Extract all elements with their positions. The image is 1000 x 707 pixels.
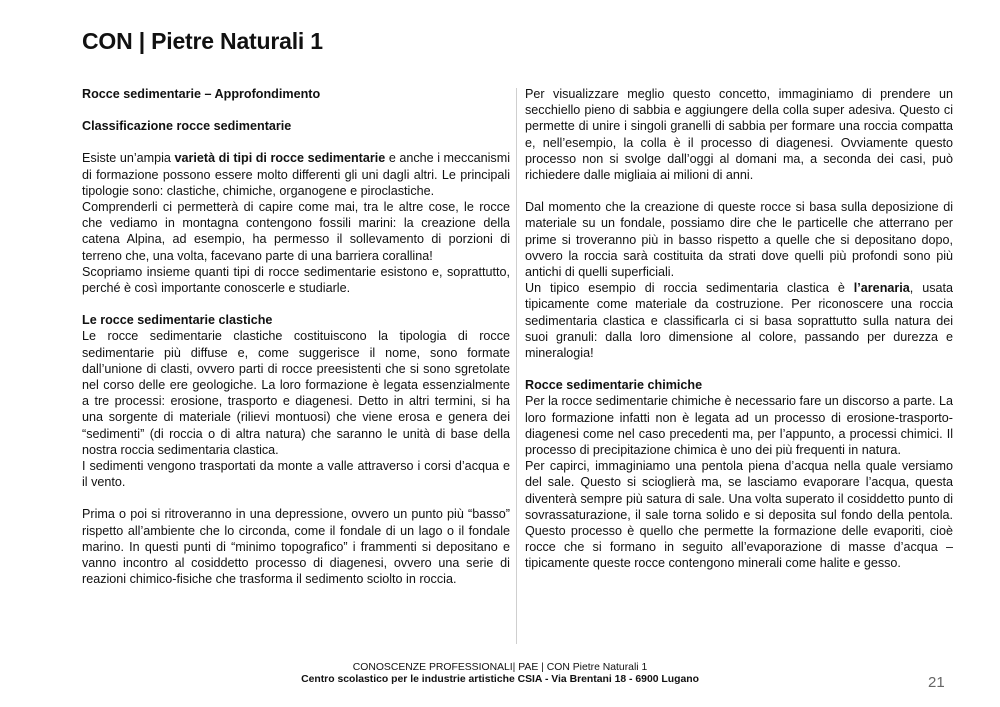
paragraph: Per la rocce sedimentarie chimiche è necessario fare un discorso a parte. La loro formazione infatti non è legata ad un processo di erosione-trasporto-diagenesi come nel caso precedenti ma, per l’appunto, a processi chimici. Il processo di precipitazione chimica è uno dei più frequenti in natura. [525, 394, 953, 458]
left-column [82, 86, 510, 587]
paragraph: Per capirci, immaginiamo una pentola piena d’acqua nella quale versiamo del sale. Questo si scioglierà ma, se lasciamo evaporare l’acqua, questa diventerà sempre più satura di sale. Una volta superato il cosiddetto punto di sovrassaturazione, il sale torna solido e si deposita sul fondo della pentola. Questo processo è quello che permette la formazione delle evaporiti, cioè rocce che si formano in seguito all’evaporazione di masse d’acqua – tipicamente queste rocce contengono minerali come halite e gesso. [525, 459, 953, 571]
text: Esiste un’ampia [82, 151, 175, 166]
classification-heading: Classificazione rocce sedimentarie [82, 119, 292, 134]
paragraph: Scopriamo insieme quanti tipi di rocce sedimentarie esistono e, soprattutto, perché è così importante conoscerle e studiarle. [82, 264, 510, 296]
chemical-heading: Rocce sedimentarie chimiche [525, 378, 703, 393]
section-heading: Rocce sedimentarie – Approfondimento [82, 87, 321, 101]
page-number: 21 [928, 674, 945, 691]
page-title: CON | Pietre Naturali 1 [82, 28, 323, 54]
bold-text: l’arenaria [853, 281, 910, 296]
paragraph: Comprenderli ci permetterà di capire come mai, tra le altre cose, le rocce che vediamo in montagna contengono fossili marini: la creazione della catena Alpina, ad esempio, ha permesso il sollevamento di porzioni di terreno che, una volta, facevano parte di una barriera corallina! [82, 200, 510, 263]
right-column [525, 86, 953, 572]
text: e anche i meccanismi di formazione possono essere molto differenti gli uni dagli altri. Le principali tipologie sono: clastiche, chimiche, organogene e piroclastiche. [82, 151, 511, 198]
text: Un tipico esempio di roccia sedimentaria clastica è [525, 281, 854, 296]
text: , usata tipicamente come materiale da costruzione. Per riconoscere una roccia sedimentaria clastica e classificarla ci si basa soprattutto sulla natura dei suoi granuli: dalla loro dimensione al colore, passando per durezza e mineralogia! [525, 281, 954, 361]
paragraph-intro [82, 150, 510, 199]
column-divider [516, 88, 517, 644]
paragraph: I sedimenti vengono trasportati da monte a valle attraverso i corsi d’acqua e il vento. [82, 459, 510, 490]
paragraph: Prima o poi si ritroveranno in una depressione, ovvero un punto più “basso” rispetto all’ambiente che lo circonda, come il fondale di un lago o il fondale marino. In questi punti di “minimo topografico” i frammenti si depositano e vanno incontro al cosiddetto processo di diagenesi, ovvero una serie di reazioni chimico-fisiche che trasforma il sedimento sciolto in roccia. [82, 507, 510, 587]
paragraph: Le rocce sedimentarie clastiche costituiscono la tipologia di rocce sedimentarie più diffuse e, come suggerisce il nome, sono formate dall’unione di clasti, ovvero parti di rocce preesistenti che si sono sgretolate nel corso delle ere geologiche. La loro formazione è legata essenzialmente a tre processi: erosione, trasporto e diagenesi. Detto in altri termini, si ha una sorgente di materiale (rilievi montuosi) che viene erosa e genera dei “sedimenti” (di roccia o di altra natura) che saranno le unità di base della nostra roccia sedimentaria clastica. [82, 329, 510, 457]
bold-text: varietà di tipi di rocce sedimentarie [174, 151, 386, 166]
paragraph: Per visualizzare meglio questo concetto, immaginiamo di prendere un secchiello pieno di sabbia e aggiungere della colla super adesiva. Questo ci permette di unire i singoli granelli di sabbia per formare una roccia compatta e, nell’esempio, la colla è il processo di diagenesi. Ovviamente questo processo non si svolge dall’oggi al domani ma, a seconda dei casi, può richiedere dalle migliaia ai milioni di anni. [525, 87, 953, 183]
footer-line: CONOSCENZE PROFESSIONALI| PAE | CON Pietre Naturali 1 [352, 662, 648, 673]
clastic-heading: Le rocce sedimentarie clastiche [82, 313, 273, 328]
paragraph: Dal momento che la creazione di queste rocce si basa sulla deposizione di materiale su un fondale, possiamo dire che le particelle che atterrano per prime si troveranno più in basso rispetto a quelle che si depositano dopo, ovvero la roccia sarà costituita da strati dove quelli più profondi sono più antichi di quelli superficiali. [525, 200, 953, 280]
footer-address: Centro scolastico per le industrie artistiche CSIA - Via Brentani 18 - 6900 Lugano [301, 674, 699, 685]
paragraph-arenaria [525, 280, 953, 361]
